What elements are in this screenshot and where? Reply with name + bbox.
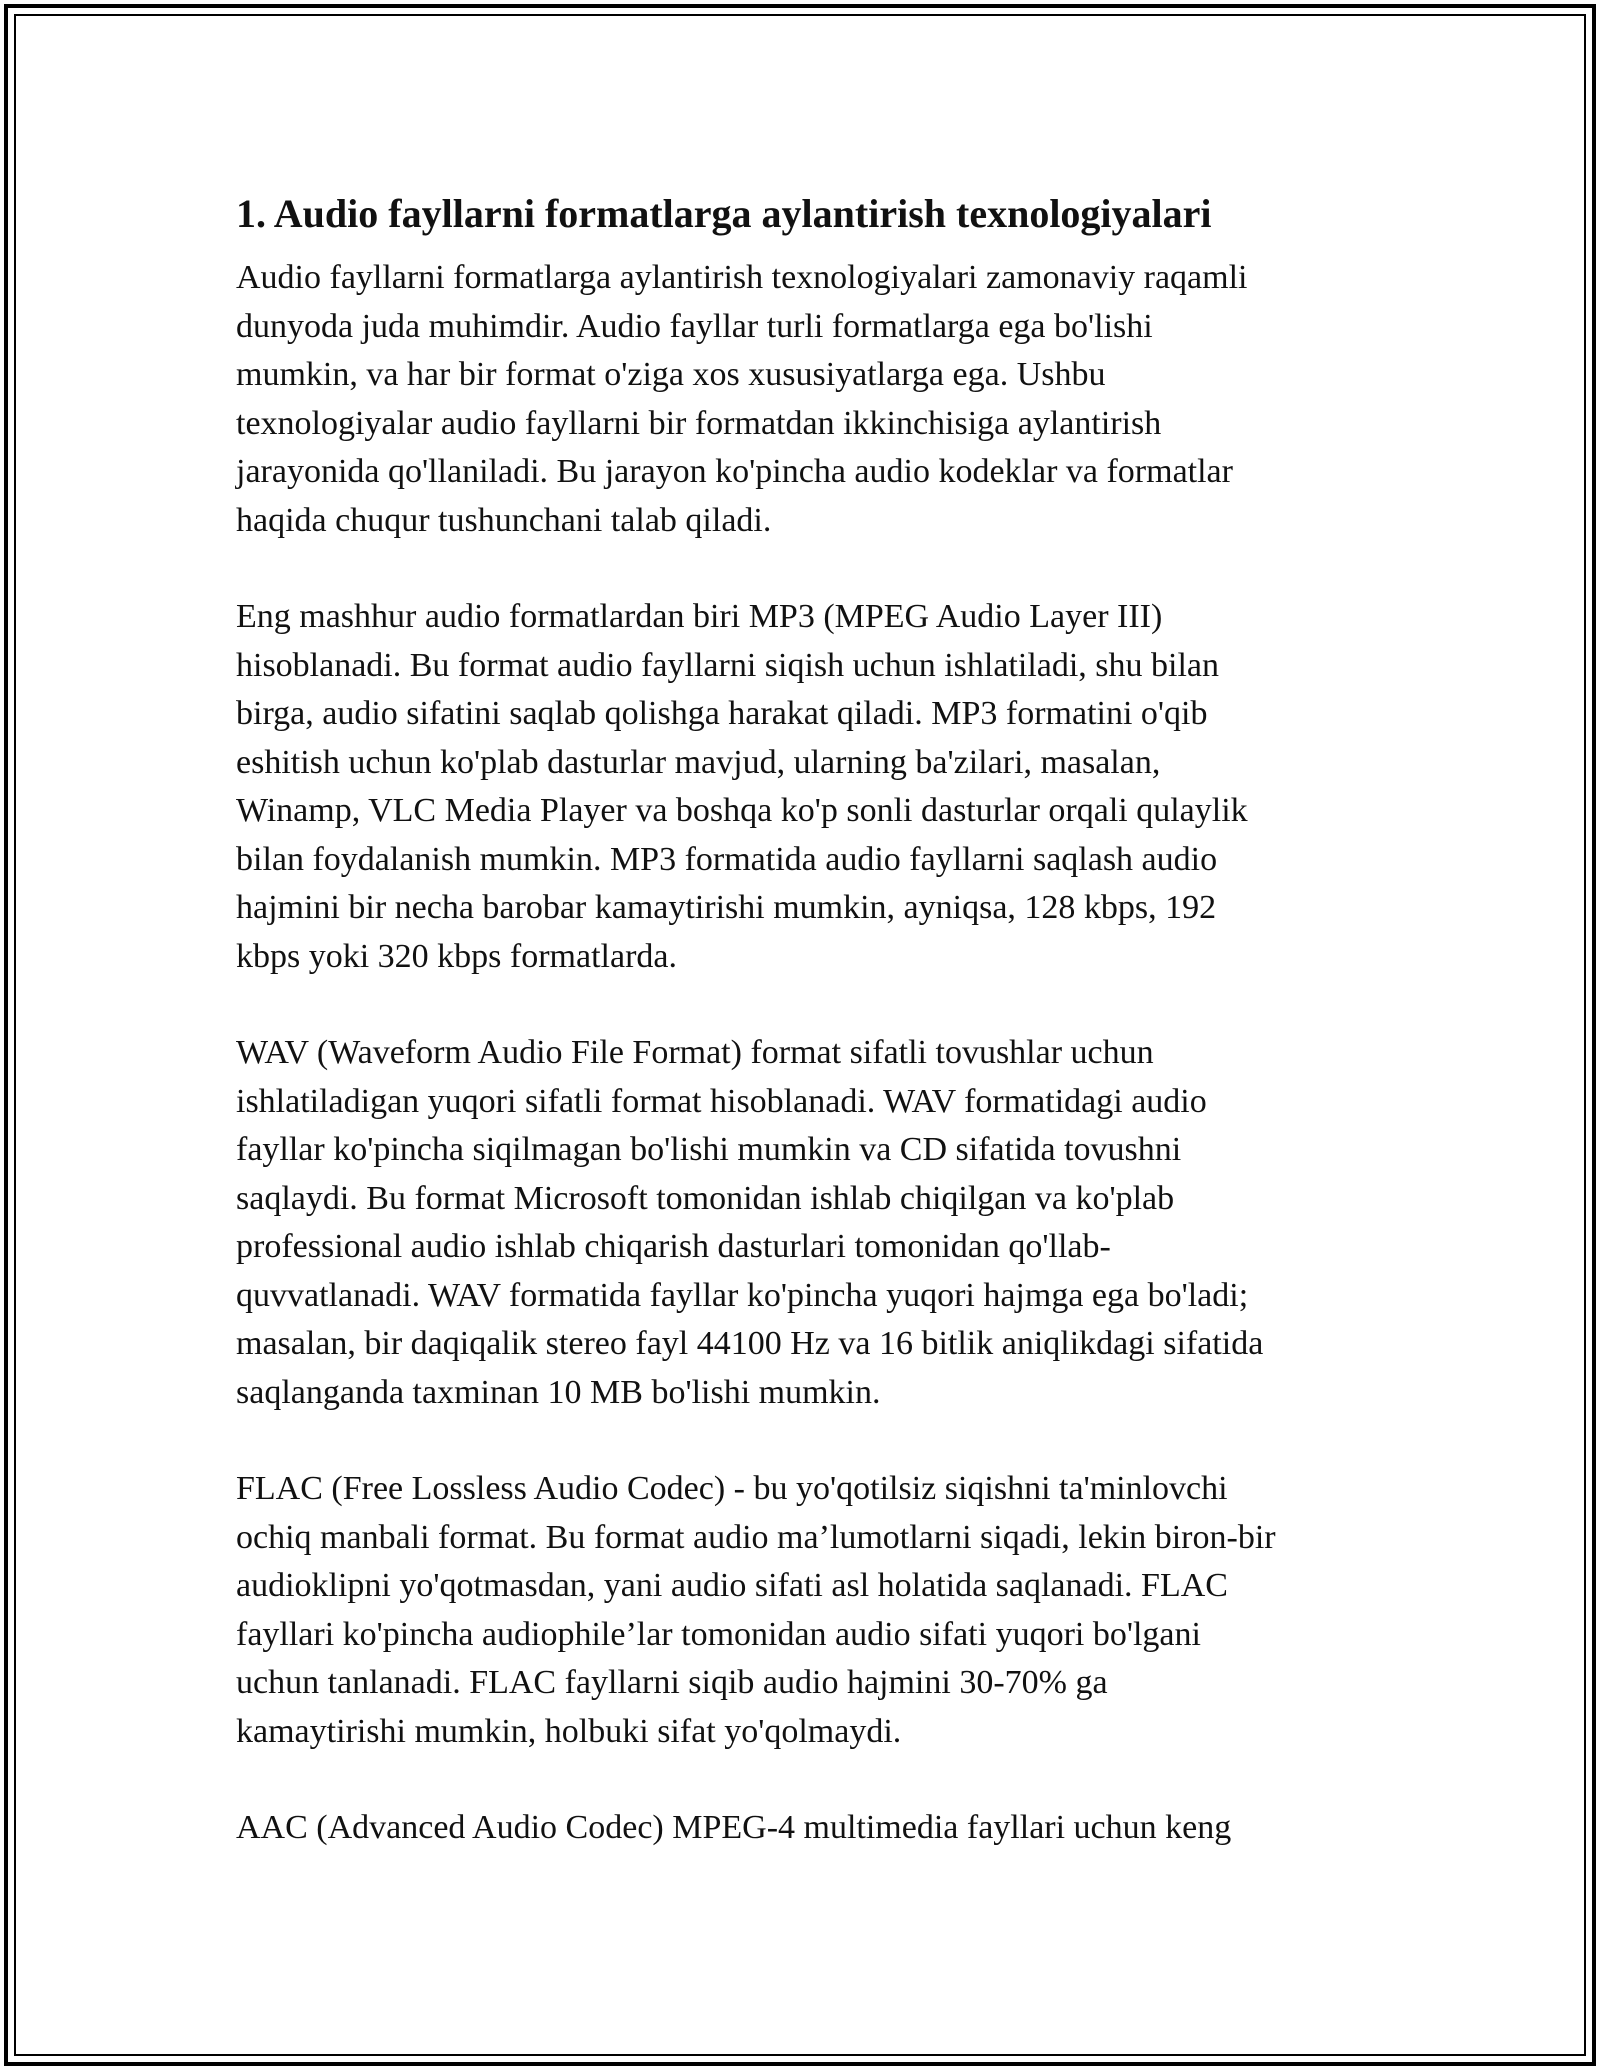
paragraph-flac: FLAC (Free Lossless Audio Codec) - bu yo'qotilsiz siqishni ta'minlovchi ochiq manbali format. Bu format audio ma’lumotlarni siqadi, lekin biron-bir audioklipni yo'qotmasdan, yani audio sifati asl holatida saqlanadi. FLAC fayllari ko'pincha audiophile’lar tomonidan audio sifati yuqori bo'lgani uchun tanlanadi. FLAC fayllarni siqib audio hajmini 30-70% ga kamaytirishi mumkin, holbuki sifat yo'qolmaydi. bbox=[236, 1470, 1276, 1750]
paragraph-intro: Audio fayllarni formatlarga aylantirish texnologiyalari zamonaviy raqamli dunyoda juda muhimdir. Audio fayllar turli formatlarga ega bo'lishi mumkin, va har bir format o'ziga xos xususiyatlarga ega. Ushbu texnologiyalar audio fayllarni bir formatdan ikkinchisiga aylantirish jarayonida qo'llaniladi. Bu jarayon ko'pincha audio kodeklar va formatlar haqida chuqur tushunchani talab qiladi. bbox=[236, 259, 1248, 539]
paragraph-aac: AAC (Advanced Audio Codec) MPEG-4 multimedia fayllari uchun keng bbox=[236, 1809, 1232, 1846]
document-body bbox=[236, 186, 1376, 1901]
paragraph-mp3: Eng mashhur audio formatlardan biri MP3 (MPEG Audio Layer III) hisoblanadi. Bu format audio fayllarni siqish uchun ishlatiladi, shu bilan birga, audio sifatini saqlab qolishga harakat qiladi. MP3 formatini o'qib eshitish uchun ko'plab dasturlar mavjud, ularning ba'zilari, masalan, Winamp, VLC Media Player va boshqa ko'p sonli dasturlar orqali qulaylik bilan foydalanish mumkin. MP3 formatida audio fayllarni saqlash audio hajmini bir necha barobar kamaytirishi mumkin, ayniqsa, 128 kbps, 192 kbps yoki 320 kbps formatlarda. bbox=[236, 598, 1248, 975]
section-heading: 1. Audio fayllarni formatlarga aylantirish texnologiyalari bbox=[236, 191, 1212, 236]
paragraph-wav: WAV (Waveform Audio File Format) format sifatli tovushlar uchun ishlatiladigan yuqori sifatli format hisoblanadi. WAV formatidagi audio fayllar ko'pincha siqilmagan bo'lishi mumkin va CD sifatida tovushni saqlaydi. Bu format Microsoft tomonidan ishlab chiqilgan va ko'plab professional audio ishlab chiqarish dasturlari tomonidan qo'llab- quvvatlanadi. WAV formatida fayllar ko'pincha yuqori hajmga ega bo'ladi; masalan, bir daqiqalik stereo fayl 44100 Hz va 16 bitlik aniqlikdagi sifatida saqlanganda taxminan 10 MB bo'lishi mumkin. bbox=[236, 1034, 1264, 1411]
